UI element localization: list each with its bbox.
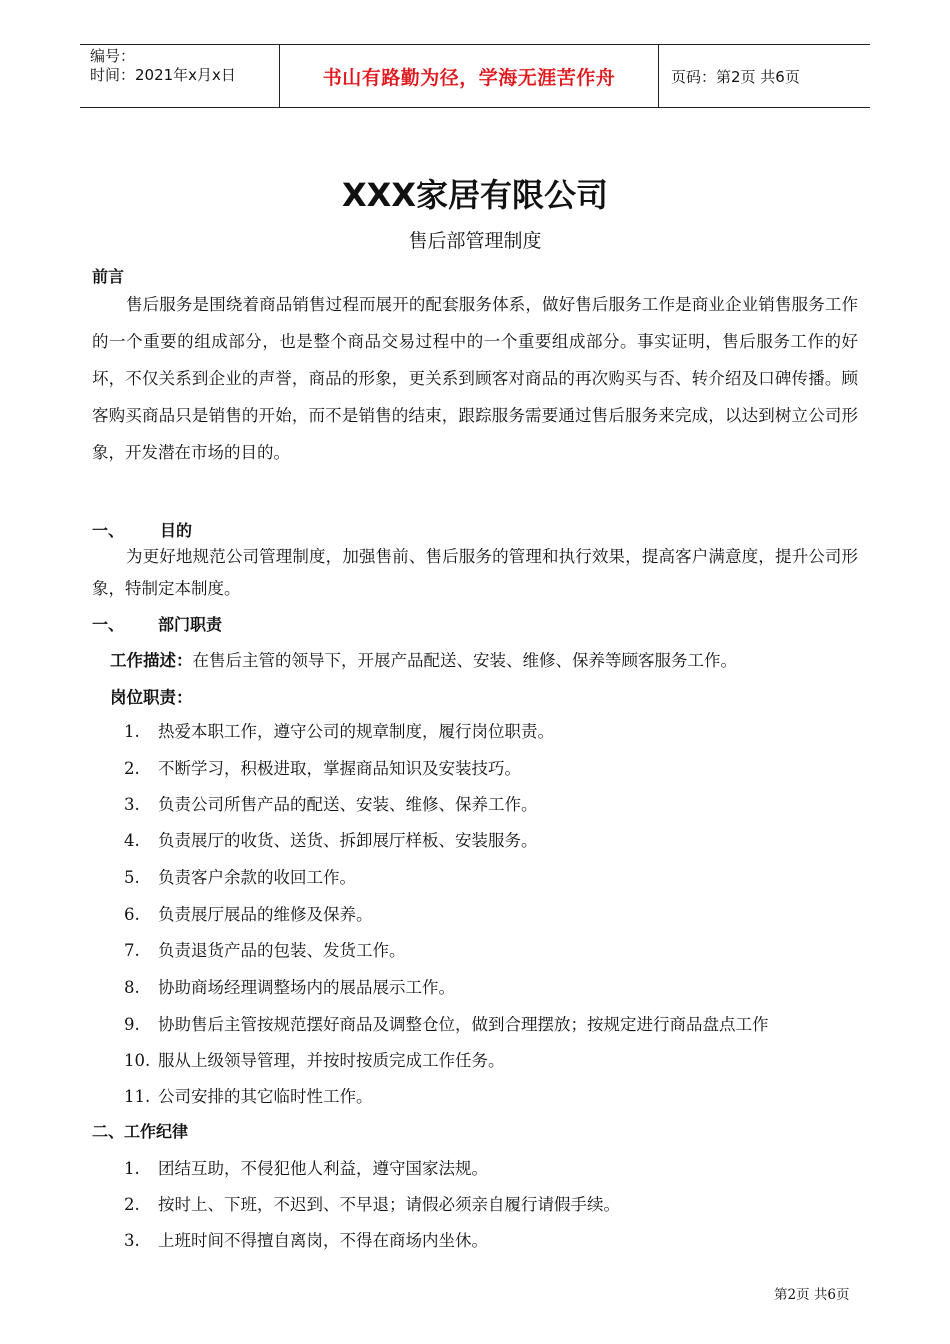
document-title: XXX家居有限公司 [341, 176, 609, 214]
page-header [80, 44, 870, 108]
list-item: 9. 协助售后主管按规范摆好商品及调整仓位，做到合理摆放；按规定进行商品盘点工作 [124, 1015, 769, 1034]
list-item: 2. 按时上、下班，不迟到、不早退；请假必须亲自履行请假手续。 [124, 1195, 620, 1214]
list-item: 8. 协助商场经理调整场内的展品展示工作。 [124, 978, 455, 997]
list-item: 7. 负责退货产品的包装、发货工作。 [124, 941, 406, 960]
section3-heading: 二、工作纪律 [92, 1122, 189, 1141]
section1-paragraph: 为更好地规范公司管理制度，加强售前、售后服务的管理和执行效果，提高客户满意度，提升公司形象，特制定本制度。 [92, 547, 858, 598]
list-item: 5. 负责客户余款的收回工作。 [124, 868, 356, 887]
work-description [110, 647, 737, 671]
section2-title: 部门职责 [158, 615, 223, 634]
list-item: 1. 团结互助，不侵犯他人利益，遵守国家法规。 [124, 1159, 488, 1178]
work-description-label: 工作描述： [110, 651, 193, 670]
header-motto: 书山有路勤为径，学海无涯苦作舟 [280, 45, 659, 107]
document-subtitle: 售后部管理制度 [408, 230, 542, 252]
preface-heading: 前言 [92, 267, 125, 286]
work-description-text: 在售后主管的领导下，开展产品配送、安装、维修、保养等顾客服务工作。 [192, 651, 737, 670]
duty-label: 岗位职责： [110, 688, 193, 707]
header-page-number: 页码：第2页 共6页 [671, 67, 800, 86]
list-item: 1. 热爱本职工作，遵守公司的规章制度，履行岗位职责。 [124, 722, 554, 741]
list-item: 6. 负责展厅展品的维修及保养。 [124, 905, 373, 924]
preface-paragraph: 售后服务是围绕着商品销售过程而展开的配套服务体系，做好售后服务工作是商业企业销售服务工作的一个重要的组成部分，也是整个商品交易过程中的一个重要组成部分。事实证明，售后服务工作的好坏，不仅关系到企业的声誉，商品的形象，更关系到顾客对商品的再次购买与否、转介绍及口碑传播。顾客购买商品只是销售的开始，而不是销售的结束，跟踪服务需要通过售后服务来完成，以达到树立公司形象，开发潜在市场的目的。 [92, 295, 858, 462]
section2-heading [92, 612, 222, 635]
section1-title: 目的 [160, 521, 193, 540]
list-item: 3. 上班时间不得擅自离岗，不得在商场内坐休。 [124, 1231, 488, 1250]
page-footer: 第2页 共6页 [774, 1287, 850, 1303]
header-meta [80, 45, 280, 107]
list-item: 2. 不断学习，积极进取，掌握商品知识及安装技巧。 [124, 759, 521, 778]
section2-number: 一、 [92, 615, 125, 634]
section1-heading [92, 518, 192, 541]
list-item: 3. 负责公司所售产品的配送、安装、维修、保养工作。 [124, 795, 538, 814]
list-item: 10. 服从上级领导管理，并按时按质完成工作任务。 [124, 1051, 505, 1070]
section1-number: 一、 [92, 521, 125, 540]
time-label: 时间：2021年x月x日 [90, 66, 236, 84]
list-item: 4. 负责展厅的收货、送货、拆卸展厅样板、安装服务。 [124, 831, 538, 850]
code-label: 编号： [90, 47, 136, 65]
list-item: 11. 公司安排的其它临时性工作。 [124, 1087, 373, 1106]
